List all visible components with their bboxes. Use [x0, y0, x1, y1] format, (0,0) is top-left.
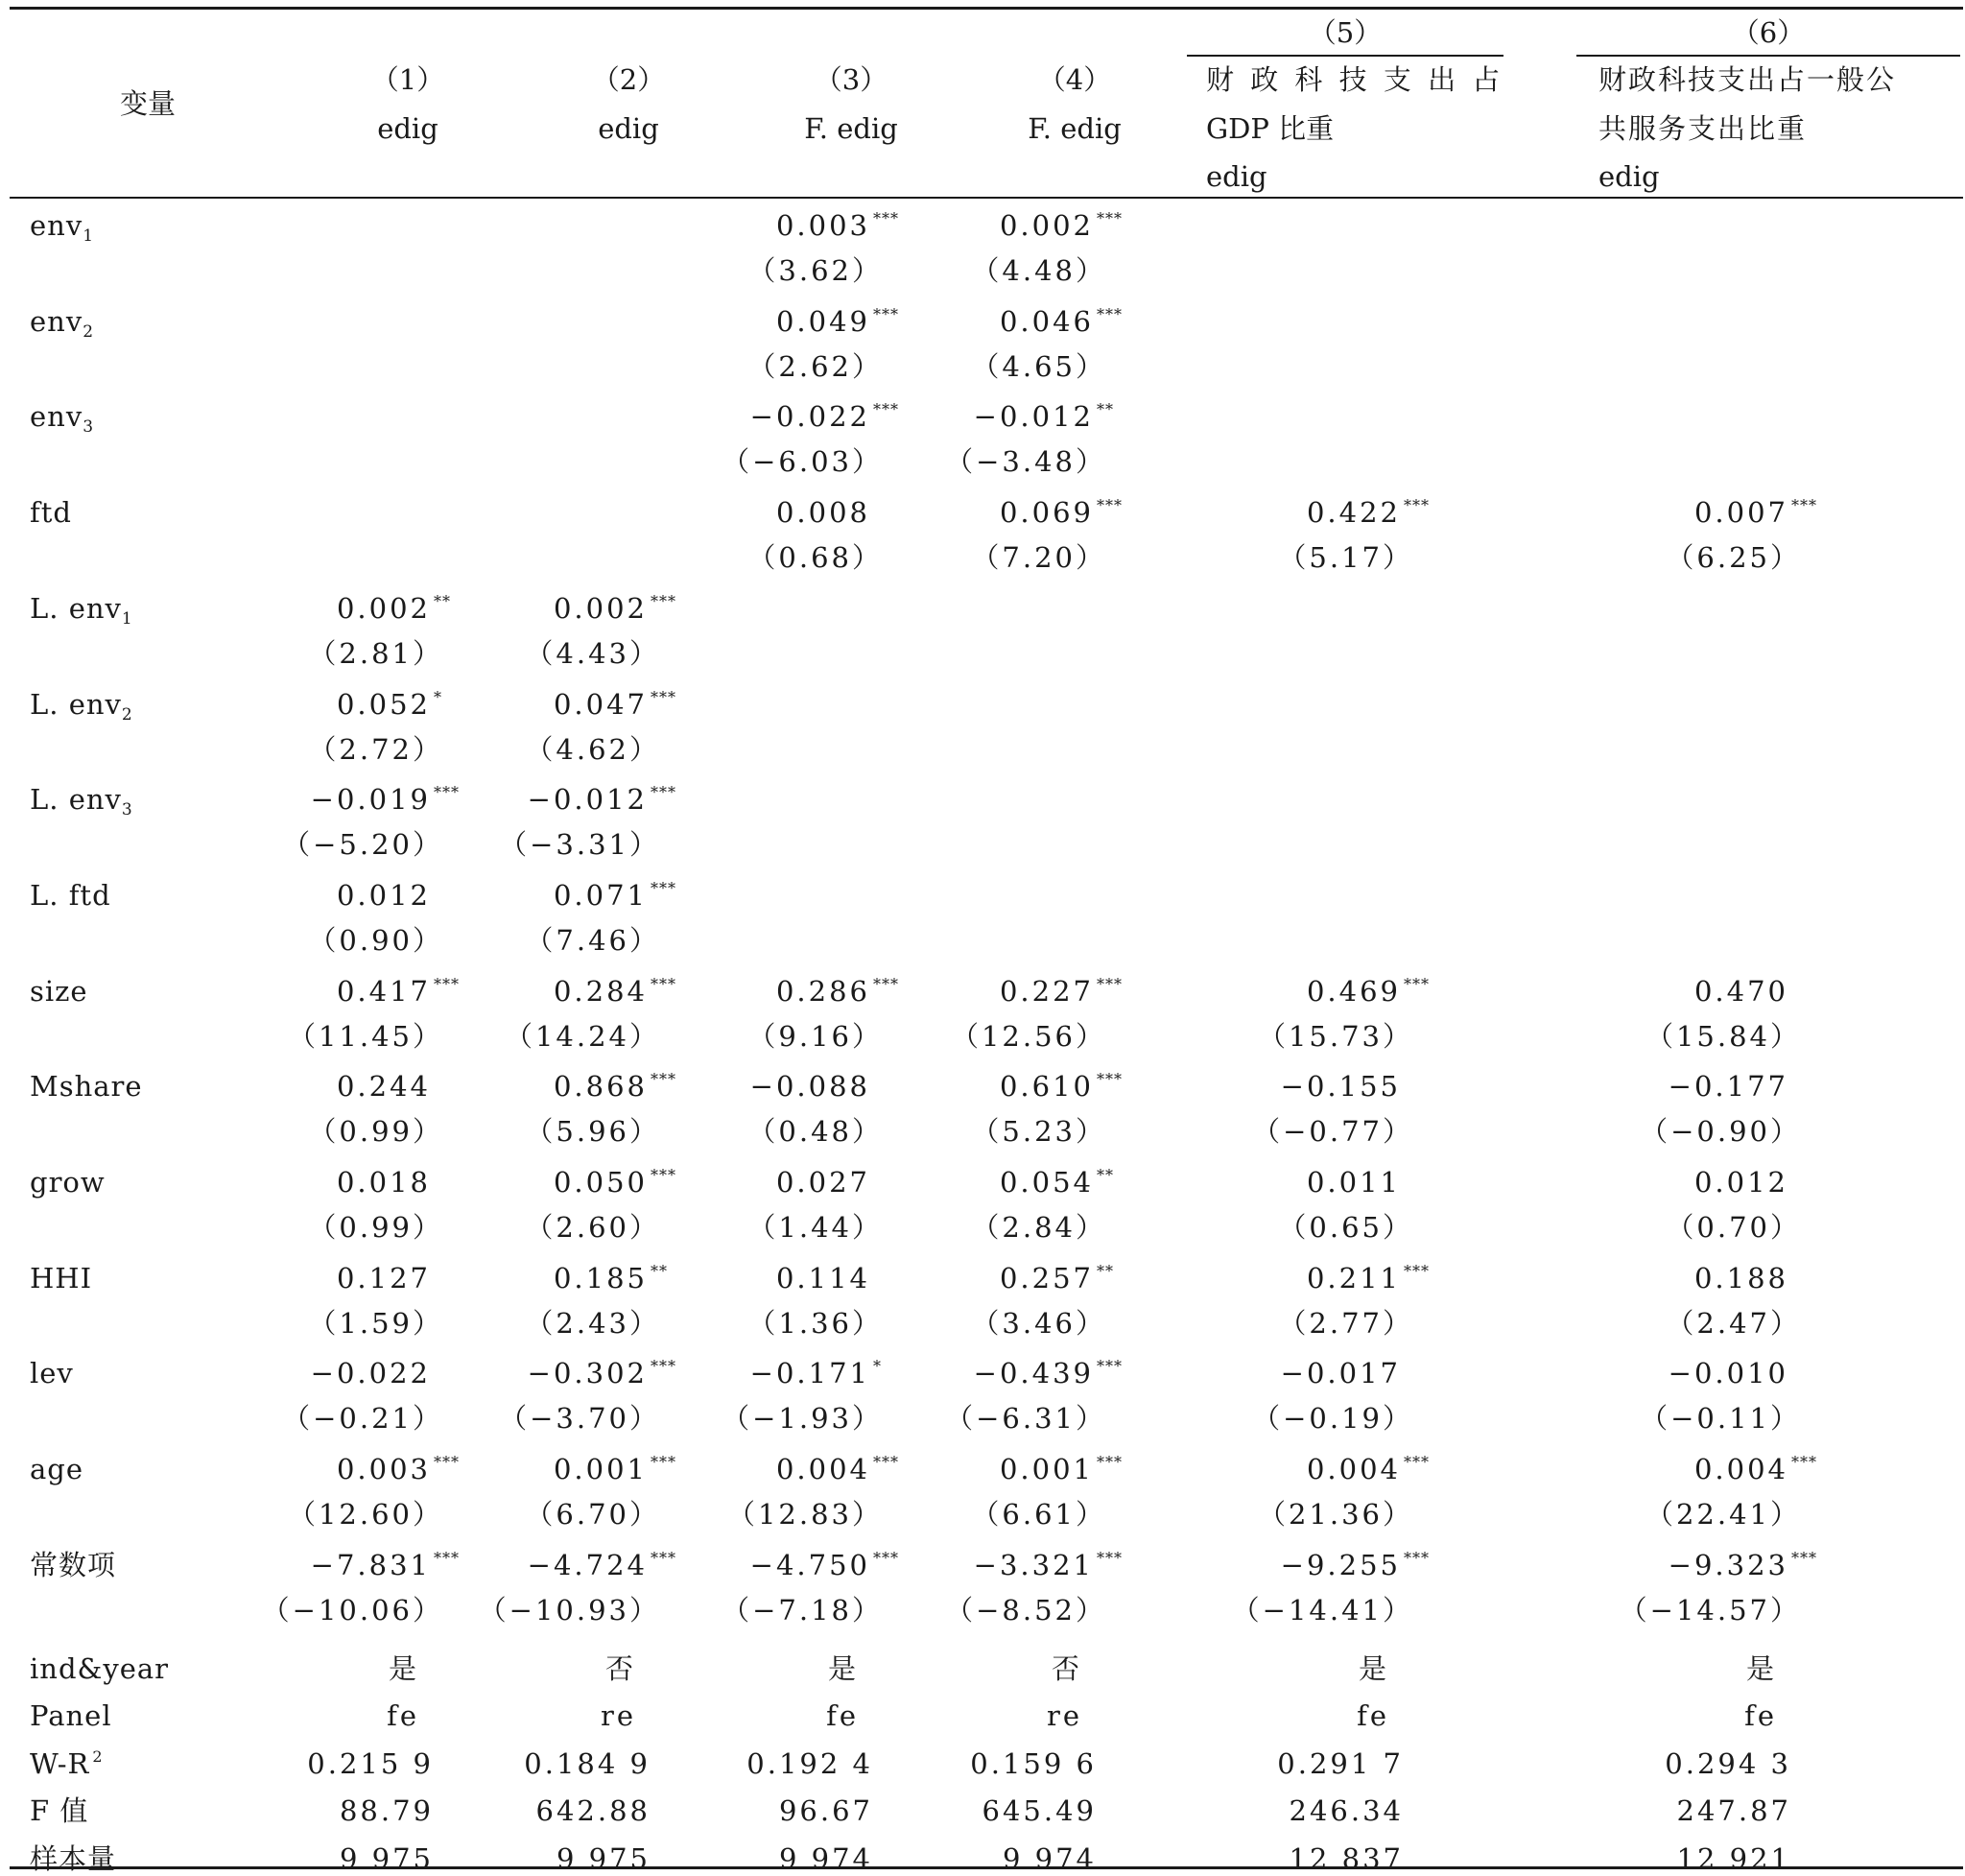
coefficient-value: 0.610	[999, 1070, 1094, 1104]
footer-value: 0.192 4	[746, 1746, 873, 1780]
footer-value: 96.67	[778, 1794, 873, 1827]
t-statistic: （0.70）	[1666, 1211, 1801, 1244]
t-statistic: （2.62）	[747, 349, 883, 383]
coefficient-value: 0.227	[999, 974, 1094, 1008]
coefficient: 0.286 ***	[775, 974, 899, 1008]
footer-label	[30, 1698, 112, 1733]
t-statistic: （3.46）	[971, 1306, 1106, 1340]
coefficient: 0.284 ***	[553, 974, 676, 1008]
coefficient-value: 0.052	[336, 687, 431, 721]
footer-value: 是	[388, 1651, 419, 1685]
col5-title-line1: 财 政 科 技 支 出 占	[1206, 63, 1504, 96]
footer-value: fe	[826, 1699, 859, 1732]
footer-value: fe	[1357, 1699, 1389, 1732]
coefficient-value: 0.469	[1306, 974, 1401, 1008]
row-label-text: lev	[30, 1357, 74, 1390]
t-statistic: （2.81）	[308, 636, 443, 670]
coefficient: 0.049 ***	[775, 304, 899, 338]
coefficient	[776, 1261, 911, 1295]
t-statistic: （2.77）	[1278, 1306, 1413, 1340]
coefficient-value: 0.027	[775, 1166, 870, 1199]
t-statistic: （5.23）	[971, 1115, 1106, 1149]
row-label	[30, 1069, 143, 1104]
t-statistic: （1.36）	[747, 1306, 883, 1340]
coefficient: −0.012 **	[973, 400, 1114, 434]
coefficient: −0.022 ***	[749, 400, 899, 434]
row-label-text: L. env	[30, 687, 122, 721]
footer-value: re	[1046, 1699, 1082, 1732]
coefficient: 0.054 **	[999, 1166, 1114, 1199]
coefficient-value: 0.188	[1693, 1261, 1788, 1294]
row-label	[30, 208, 95, 246]
coefficient-value: 0.046	[999, 304, 1094, 338]
footer-value: 0.159 6	[970, 1746, 1097, 1780]
t-statistic: （5.96）	[525, 1115, 660, 1149]
t-statistic: （3.62）	[747, 254, 883, 287]
t-statistic: （4.43）	[525, 636, 660, 670]
col1-dep-var: edig	[377, 112, 438, 145]
t-statistic: （−5.20）	[282, 828, 443, 862]
row-label-text: L. env	[30, 783, 122, 817]
coefficient-value: 0.047	[553, 687, 648, 721]
coefficient-value: −4.724	[527, 1548, 648, 1581]
row-label	[30, 687, 133, 722]
t-statistic: （1.44）	[747, 1211, 883, 1244]
coefficient-value: −0.019	[310, 783, 431, 817]
coefficient-value: 0.003	[336, 1453, 431, 1486]
t-statistic: （6.61）	[971, 1498, 1106, 1532]
col5-number: （5）	[1308, 16, 1383, 49]
coefficient-value: 0.050	[553, 1166, 648, 1199]
coefficient-value: 0.001	[999, 1453, 1094, 1486]
footer-value: 247.87	[1676, 1794, 1791, 1827]
col3-dep-var: F. edig	[804, 112, 898, 145]
t-statistic: （−1.93）	[722, 1402, 883, 1436]
t-statistic: （12.60）	[287, 1498, 443, 1532]
coefficient: −3.321 ***	[973, 1548, 1123, 1581]
coefficient-value: 0.003	[775, 209, 870, 242]
footer-value: 是	[827, 1651, 859, 1685]
variable-header: 变量	[120, 87, 177, 120]
footer-value: 是	[1745, 1651, 1777, 1685]
coefficient-value: 0.012	[1693, 1166, 1788, 1199]
coefficient: 0.002 ***	[553, 591, 676, 625]
footer-label-text: 样本量	[30, 1841, 117, 1875]
row-label-text: L. env	[30, 591, 122, 625]
coefficient: 0.001 ***	[553, 1453, 676, 1486]
footer-value: 12 837	[1289, 1841, 1404, 1875]
col5-header-rule	[1187, 55, 1503, 57]
t-statistic: （−0.21）	[282, 1402, 443, 1436]
row-label	[30, 974, 88, 1009]
footer-value: 0.294 3	[1665, 1746, 1791, 1780]
coefficient: 0.211 ***	[1306, 1261, 1430, 1294]
row-label-subscript: 2	[121, 704, 133, 724]
coefficient	[776, 1165, 911, 1199]
footer-label-text: W-R	[30, 1746, 90, 1780]
coefficient	[311, 1356, 472, 1390]
row-label-text: 常数项	[30, 1548, 117, 1581]
row-label-subscript: 3	[121, 800, 133, 820]
coefficient: 0.185 **	[553, 1261, 668, 1294]
col4-number: （4）	[1037, 63, 1112, 96]
t-statistic: （−10.93）	[478, 1593, 660, 1627]
row-label-text: env	[30, 304, 83, 338]
row-label	[30, 1548, 116, 1582]
col6-title-line1: 财政科技支出占一般公	[1598, 63, 1897, 96]
col6-number: （6）	[1731, 16, 1806, 49]
footer-value: fe	[1744, 1699, 1777, 1732]
coefficient: 0.004 ***	[1693, 1453, 1817, 1486]
row-label-text: env	[30, 209, 83, 242]
coefficient: −9.323 ***	[1668, 1548, 1817, 1581]
coefficient: 0.052 *	[336, 687, 442, 721]
footer-label	[30, 1841, 116, 1876]
coefficient: −0.171 *	[749, 1357, 882, 1390]
row-label	[30, 495, 72, 530]
coefficient: 0.047 ***	[553, 687, 676, 721]
coefficient-value: −0.022	[310, 1357, 431, 1390]
col6-header-rule	[1576, 55, 1960, 57]
coefficient	[1307, 1165, 1442, 1199]
row-label	[30, 1165, 106, 1199]
coefficient-value: −4.750	[749, 1548, 870, 1581]
coefficient: 0.002 **	[336, 591, 451, 625]
footer-value: 9 974	[778, 1841, 873, 1875]
col5-dep-var: edig	[1206, 160, 1267, 193]
footer-value: fe	[387, 1699, 419, 1732]
coefficient: −4.724 ***	[527, 1548, 676, 1581]
coefficient-value: −9.255	[1280, 1548, 1401, 1581]
coefficient	[1694, 1261, 1830, 1295]
footer-value: 645.49	[982, 1794, 1097, 1827]
t-statistic: （21.36）	[1257, 1498, 1413, 1532]
coefficient-value: −0.302	[527, 1357, 648, 1390]
coefficient-value: 0.185	[553, 1261, 648, 1294]
row-label	[30, 878, 111, 913]
coefficient	[1694, 1165, 1830, 1199]
coefficient-value: −0.022	[749, 400, 870, 434]
coefficient-value: 0.470	[1693, 974, 1788, 1008]
coefficient: −7.831 ***	[310, 1548, 460, 1581]
t-statistic: （0.68）	[747, 541, 883, 575]
col3-number: （3）	[814, 63, 888, 96]
coefficient	[337, 1165, 472, 1199]
coefficient	[1281, 1356, 1442, 1390]
t-statistic: （9.16）	[747, 1019, 883, 1053]
row-label-text: Mshare	[30, 1070, 143, 1104]
t-statistic: （−6.03）	[722, 445, 883, 479]
row-label-text: HHI	[30, 1261, 93, 1294]
coefficient	[750, 1069, 911, 1104]
t-statistic: （0.99）	[308, 1211, 443, 1244]
coefficient-value: −0.088	[749, 1070, 870, 1104]
coefficient-value: −0.155	[1280, 1070, 1401, 1104]
t-statistic: （0.99）	[308, 1115, 443, 1149]
coefficient: 0.004 ***	[775, 1453, 899, 1486]
coefficient	[1694, 974, 1830, 1009]
row-label-subscript: 1	[121, 608, 133, 629]
t-statistic: （7.20）	[971, 541, 1106, 575]
coefficient-value: 0.114	[775, 1261, 870, 1294]
t-statistic: （6.25）	[1666, 541, 1801, 575]
col6-title-line2: 共服务支出比重	[1598, 112, 1808, 145]
coefficient: 0.469 ***	[1306, 974, 1430, 1008]
row-label	[30, 1356, 74, 1390]
t-statistic: （0.48）	[747, 1115, 883, 1149]
t-statistic: （15.73）	[1257, 1019, 1413, 1053]
footer-value: re	[600, 1699, 636, 1732]
footer-value: 246.34	[1289, 1794, 1404, 1827]
coefficient: 0.610 ***	[999, 1070, 1123, 1104]
coefficient	[337, 1069, 472, 1104]
coefficient-value: −0.012	[527, 783, 648, 817]
t-statistic: （−0.77）	[1252, 1115, 1413, 1149]
row-label-subscript: 2	[83, 321, 95, 342]
t-statistic: （2.43）	[525, 1306, 660, 1340]
coefficient: −0.439 ***	[973, 1357, 1123, 1390]
coefficient-value: −0.012	[973, 400, 1094, 434]
coefficient: 0.071 ***	[553, 878, 676, 912]
footer-value: 9 975	[339, 1841, 434, 1875]
t-statistic: （4.48）	[971, 254, 1106, 287]
t-statistic: （−7.18）	[722, 1593, 883, 1627]
coefficient-value: 0.071	[553, 878, 648, 912]
row-label-text: ftd	[30, 496, 72, 530]
footer-value: 0.184 9	[524, 1746, 651, 1780]
footer-label	[30, 1651, 169, 1686]
row-label	[30, 304, 95, 342]
row-label-text: grow	[30, 1166, 106, 1199]
footer-value: 9 975	[556, 1841, 651, 1875]
coefficient-value: 0.011	[1306, 1166, 1401, 1199]
coefficient: 0.002 ***	[999, 209, 1123, 242]
t-statistic: （2.60）	[525, 1211, 660, 1244]
t-statistic: （−14.57）	[1619, 1593, 1801, 1627]
footer-label	[30, 1793, 88, 1828]
t-statistic: （11.45）	[287, 1019, 443, 1053]
coefficient: 0.069 ***	[999, 496, 1123, 530]
coefficient-value: −0.439	[973, 1357, 1094, 1390]
coefficient: 0.050 ***	[553, 1166, 676, 1199]
coefficient-value: −0.017	[1280, 1357, 1401, 1390]
col1-number: （1）	[370, 63, 445, 96]
footer-value: 0.215 9	[307, 1746, 434, 1780]
coefficient: −9.255 ***	[1280, 1548, 1430, 1581]
coefficient	[337, 1261, 472, 1295]
coefficient-value: 0.417	[336, 974, 431, 1008]
footer-value: 否	[1051, 1651, 1082, 1685]
coefficient: 0.868 ***	[553, 1070, 676, 1104]
coefficient: 0.417 ***	[336, 974, 460, 1008]
row-label-text: age	[30, 1453, 84, 1486]
row-label	[30, 1261, 92, 1295]
coefficient-value: 0.004	[1306, 1453, 1401, 1486]
coefficient	[1281, 1069, 1442, 1104]
coefficient-value: 0.049	[775, 304, 870, 338]
footer-value: 88.79	[339, 1794, 434, 1827]
header-bottom-rule	[10, 197, 1963, 199]
coefficient: 0.227 ***	[999, 974, 1123, 1008]
t-statistic: （2.84）	[971, 1211, 1106, 1244]
col4-dep-var: F. edig	[1028, 112, 1122, 145]
coefficient-value: 0.004	[1693, 1453, 1788, 1486]
t-statistic: （22.41）	[1645, 1498, 1801, 1532]
footer-value: 0.291 7	[1277, 1746, 1404, 1780]
coefficient: 0.003 ***	[336, 1453, 460, 1486]
top-rule	[10, 7, 1963, 10]
row-label-subscript: 1	[83, 226, 95, 246]
row-label	[30, 782, 133, 820]
t-statistic: （6.70）	[525, 1498, 660, 1532]
t-statistic: （−3.48）	[945, 445, 1106, 479]
coefficient: 0.004 ***	[1306, 1453, 1430, 1486]
footer-value: 否	[604, 1651, 636, 1685]
footer-value: 12 921	[1676, 1841, 1791, 1875]
footer-value: 是	[1358, 1651, 1389, 1685]
t-statistic: （−10.06）	[261, 1593, 443, 1627]
coefficient-value: −9.323	[1668, 1548, 1788, 1581]
coefficient-value: −0.171	[749, 1357, 870, 1390]
footer-label-text: Panel	[30, 1699, 112, 1732]
coefficient: −0.302 ***	[527, 1357, 676, 1390]
footer-label-text: ind&year	[30, 1651, 170, 1685]
t-statistic: （2.47）	[1666, 1306, 1801, 1340]
coefficient-value: 0.004	[775, 1453, 870, 1486]
coefficient	[1669, 1069, 1830, 1104]
row-label-subscript: 3	[83, 417, 95, 438]
coefficient-value: −7.831	[310, 1548, 431, 1581]
t-statistic: （4.62）	[525, 732, 660, 766]
coefficient-value: 0.007	[1693, 496, 1788, 530]
t-statistic: （2.72）	[308, 732, 443, 766]
t-statistic: （12.56）	[950, 1019, 1106, 1053]
coefficient: 0.007 ***	[1693, 496, 1817, 530]
coefficient-value: 0.008	[775, 496, 870, 530]
t-statistic: （14.24）	[504, 1019, 660, 1053]
col6-dep-var: edig	[1598, 160, 1660, 193]
coefficient-value: −3.321	[973, 1548, 1094, 1581]
t-statistic: （−6.31）	[945, 1402, 1106, 1436]
coefficient	[776, 495, 911, 530]
t-statistic: （0.90）	[308, 923, 443, 957]
coefficient: −0.019 ***	[310, 783, 460, 817]
t-statistic: （12.83）	[726, 1498, 883, 1532]
coefficient: 0.046 ***	[999, 304, 1123, 338]
t-statistic: （4.65）	[971, 349, 1106, 383]
t-statistic: （1.59）	[308, 1306, 443, 1340]
t-statistic: （5.17）	[1278, 541, 1413, 575]
coefficient-value: 0.127	[336, 1261, 431, 1294]
t-statistic: （−0.90）	[1640, 1115, 1801, 1149]
coefficient-value: 0.257	[999, 1261, 1094, 1294]
t-statistic: （15.84）	[1645, 1019, 1801, 1053]
coefficient-value: −0.177	[1668, 1070, 1788, 1104]
col2-dep-var: edig	[598, 112, 659, 145]
coefficient	[337, 878, 472, 913]
row-label	[30, 1452, 83, 1486]
coefficient-value: 0.868	[553, 1070, 648, 1104]
coefficient-value: 0.286	[775, 974, 870, 1008]
coefficient: 0.422 ***	[1306, 496, 1430, 530]
footer-label	[30, 1746, 104, 1781]
coefficient-value: 0.284	[553, 974, 648, 1008]
t-statistic: （−14.41）	[1231, 1593, 1413, 1627]
coefficient: −0.012 ***	[527, 783, 676, 817]
bottom-rule	[10, 1866, 1963, 1869]
t-statistic: （−0.19）	[1252, 1402, 1413, 1436]
coefficient	[1669, 1356, 1830, 1390]
coefficient-value: 0.018	[336, 1166, 431, 1199]
coefficient-value: 0.211	[1306, 1261, 1401, 1294]
coefficient-value: 0.054	[999, 1166, 1094, 1199]
coefficient-value: 0.002	[336, 591, 431, 625]
row-label	[30, 399, 95, 438]
coefficient-value: 0.002	[999, 209, 1094, 242]
row-label-text: L. ftd	[30, 878, 111, 912]
coefficient: 0.001 ***	[999, 1453, 1123, 1486]
row-label	[30, 591, 133, 629]
t-statistic: （0.65）	[1278, 1211, 1413, 1244]
footer-value: 642.88	[535, 1794, 651, 1827]
row-label-text: env	[30, 400, 83, 434]
t-statistic: （−8.52）	[945, 1593, 1106, 1627]
footer-label-superscript: 2	[92, 1746, 104, 1766]
col5-title-line2: GDP 比重	[1206, 112, 1335, 145]
coefficient-value: 0.069	[999, 496, 1094, 530]
coefficient: 0.257 **	[999, 1261, 1114, 1294]
footer-value: 9 974	[1002, 1841, 1097, 1875]
coefficient-value: 0.001	[553, 1453, 648, 1486]
t-statistic: （−3.70）	[499, 1402, 660, 1436]
coefficient: −4.750 ***	[749, 1548, 899, 1581]
footer-label-text: F 值	[30, 1794, 89, 1827]
coefficient-value: 0.422	[1306, 496, 1401, 530]
t-statistic: （7.46）	[525, 923, 660, 957]
row-label-text: size	[30, 974, 88, 1008]
col2-number: （2）	[591, 63, 666, 96]
coefficient-value: −0.010	[1668, 1357, 1788, 1390]
coefficient-value: 0.002	[553, 591, 648, 625]
t-statistic: （−3.31）	[499, 828, 660, 862]
coefficient-value: 0.012	[336, 878, 431, 912]
coefficient: 0.003 ***	[775, 209, 899, 242]
t-statistic: （−0.11）	[1640, 1402, 1801, 1436]
coefficient-value: 0.244	[336, 1070, 431, 1104]
